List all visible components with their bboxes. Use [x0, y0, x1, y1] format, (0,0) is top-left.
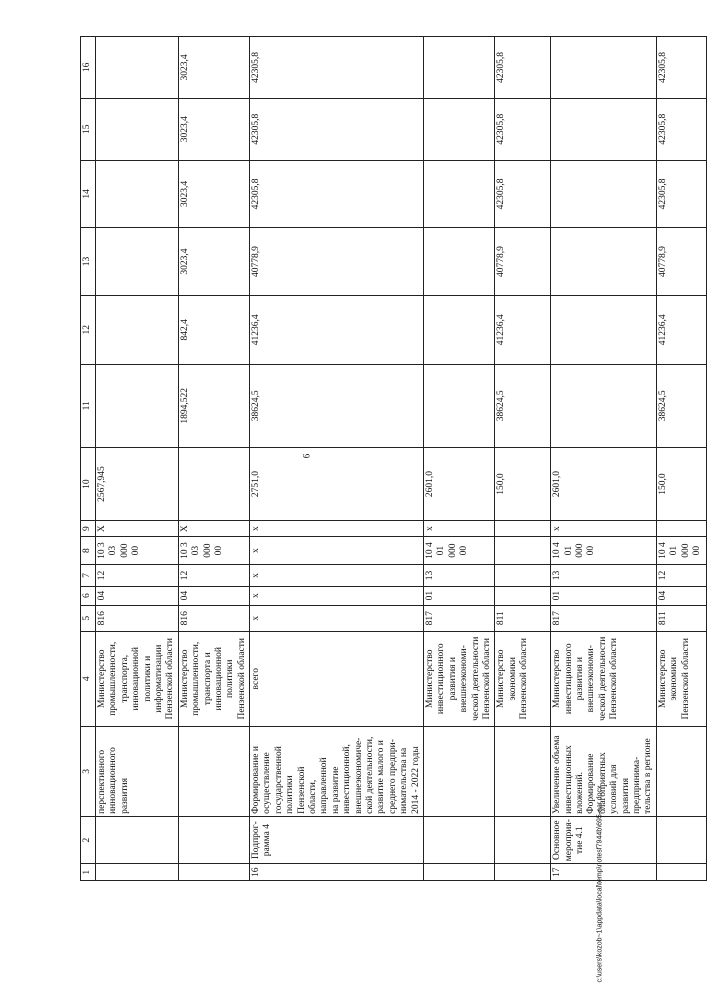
table-cell-col-5: 816	[178, 605, 249, 631]
table-cell-col-10	[178, 447, 249, 521]
column-header-16: 16	[81, 37, 96, 99]
column-header-14: 14	[81, 160, 96, 228]
page-number: 9	[301, 453, 311, 459]
table-cell-col-3	[495, 726, 551, 816]
table-cell-col-12	[96, 295, 179, 364]
table-cell-col-8: 10 3 03 000 00	[96, 536, 179, 564]
table-cell-col-2	[423, 816, 494, 863]
table-cell-col-4: Министерство промышленности, транспорта и инновационной политики Пензенской области	[178, 631, 249, 726]
table-cell-col-14	[551, 160, 657, 228]
table-cell-col-9: X	[96, 521, 179, 536]
table-cell-col-9	[656, 521, 706, 536]
table-cell-col-13	[423, 228, 494, 296]
table-cell-col-15: 42305,8	[656, 98, 706, 160]
table-cell-col-5: 811	[656, 605, 706, 631]
table-cell-col-6: 04	[178, 586, 249, 605]
table-cell-col-16	[551, 37, 657, 99]
table-cell-col-14: 42305,8	[656, 160, 706, 228]
table-cell-col-15: 42305,8	[250, 98, 424, 160]
column-header-6: 6	[81, 586, 96, 605]
table-cell-col-11: 38624,5	[495, 364, 551, 447]
table-cell-col-8: 10 4 01 000 00	[656, 536, 706, 564]
table-cell-col-4: Министерство инвестиционного развития и внешнеэкономи- ческой деятельности Пензенской области	[551, 631, 657, 726]
table-cell-col-14	[423, 160, 494, 228]
column-header-15: 15	[81, 98, 96, 160]
table-cell-col-1	[423, 864, 494, 881]
table-cell-col-2: Основное мероприя- тие 4.1	[551, 816, 657, 863]
column-header-11: 11	[81, 364, 96, 447]
table-cell-col-15: 42305,8	[495, 98, 551, 160]
table-cell-col-4: Министерство промышленности, транспорта, инновационной политики и информатизации Пензенской области	[96, 631, 179, 726]
table-cell-col-11: 38624,5	[656, 364, 706, 447]
table-cell-col-5: 811	[495, 605, 551, 631]
column-header-12: 12	[81, 295, 96, 364]
column-header-9: 9	[81, 521, 96, 536]
table-cell-col-7: 13	[423, 565, 494, 586]
table-row	[495, 37, 551, 881]
table-cell-col-1: 16	[250, 864, 424, 881]
table-cell-col-16	[423, 37, 494, 99]
table-row	[250, 37, 424, 881]
table-cell-col-10: 2601,0	[551, 447, 657, 521]
table-cell-col-8: 10 3 03 000 00	[178, 536, 249, 564]
column-header-3: 3	[81, 726, 96, 816]
table-cell-col-4: Министерство экономики Пензенской области	[656, 631, 706, 726]
table-cell-col-6: 04	[656, 586, 706, 605]
footer-file-path: c:\users\kozob~1\appdata\local\temp\notesf7944b\695-aar.docx	[596, 785, 604, 983]
table-cell-col-2	[178, 816, 249, 863]
column-header-13: 13	[81, 228, 96, 296]
table-cell-col-1: 17	[551, 864, 657, 881]
table-cell-col-6	[495, 586, 551, 605]
table-cell-col-8: 10 4 01 000 00	[423, 536, 494, 564]
table-cell-col-1	[656, 864, 706, 881]
table-cell-col-14: 42305,8	[495, 160, 551, 228]
column-header-2: 2	[81, 816, 96, 863]
table-cell-col-11	[423, 364, 494, 447]
table-cell-col-14: 3023,4	[178, 160, 249, 228]
table-cell-col-7: x	[250, 565, 424, 586]
table-cell-col-6: 01	[551, 586, 657, 605]
column-header-10: 10	[81, 447, 96, 521]
table-cell-col-15	[423, 98, 494, 160]
table-row	[423, 37, 494, 881]
table-cell-col-5: x	[250, 605, 424, 631]
table-cell-col-10: 2601,0	[423, 447, 494, 521]
table-cell-col-8	[495, 536, 551, 564]
table-cell-col-7: 12	[656, 565, 706, 586]
table-cell-col-9: x	[250, 521, 424, 536]
table-cell-col-3	[423, 726, 494, 816]
table-row	[178, 37, 249, 881]
table-cell-col-12	[551, 295, 657, 364]
table-cell-col-2	[656, 816, 706, 863]
table-cell-col-10: 2751,0	[250, 447, 424, 521]
table-cell-col-1	[178, 864, 249, 881]
table-cell-col-16: 42305,8	[250, 37, 424, 99]
table-cell-col-8: 10 4 01 000 00	[551, 536, 657, 564]
table-cell-col-5: 817	[423, 605, 494, 631]
header-row	[81, 37, 96, 881]
table-cell-col-12: 41236,4	[250, 295, 424, 364]
rotated-table-container	[80, 36, 702, 881]
table-cell-col-12: 41236,4	[656, 295, 706, 364]
table-cell-col-2: Подпрог- рамма 4	[250, 816, 424, 863]
table-cell-col-10: 150,0	[656, 447, 706, 521]
table-cell-col-4: Министерство инвестиционного развития и внешнеэкономи- ческой деятельности Пензенской области	[423, 631, 494, 726]
table-cell-col-9: x	[423, 521, 494, 536]
table-cell-col-12: 842,4	[178, 295, 249, 364]
table-cell-col-2	[495, 816, 551, 863]
table-cell-col-7: 12	[96, 565, 179, 586]
table-cell-col-2	[96, 816, 179, 863]
table-cell-col-11	[96, 364, 179, 447]
column-header-1: 1	[81, 864, 96, 881]
table-cell-col-7: 12	[178, 565, 249, 586]
column-header-4: 4	[81, 631, 96, 726]
table-cell-col-6: x	[250, 586, 424, 605]
table-cell-col-11: 1894,522	[178, 364, 249, 447]
table-row	[551, 37, 657, 881]
table-cell-col-15: 3023,4	[178, 98, 249, 160]
table-cell-col-6: 04	[96, 586, 179, 605]
table-cell-col-5: 816	[96, 605, 179, 631]
budget-table	[80, 36, 707, 881]
table-cell-col-16: 3023,4	[178, 37, 249, 99]
table-cell-col-12: 41236,4	[495, 295, 551, 364]
table-body	[81, 37, 707, 881]
table-cell-col-3: перспективного инновационного развития	[96, 726, 179, 816]
table-cell-col-1	[96, 864, 179, 881]
table-cell-col-11: 38624,5	[250, 364, 424, 447]
table-cell-col-4: всего	[250, 631, 424, 726]
table-cell-col-4: Министерство экономики Пензенской области	[495, 631, 551, 726]
table-cell-col-10: 150,0	[495, 447, 551, 521]
table-cell-col-13: 3023,4	[178, 228, 249, 296]
table-row	[656, 37, 706, 881]
table-cell-col-13	[96, 228, 179, 296]
table-cell-col-13: 40778,9	[250, 228, 424, 296]
table-cell-col-8: x	[250, 536, 424, 564]
column-header-7: 7	[81, 565, 96, 586]
table-cell-col-16	[96, 37, 179, 99]
table-cell-col-13	[551, 228, 657, 296]
table-cell-col-3: Формирование и осуществление государственной политики Пензенской области, направленной на развитие инвестиционной, внешнеэкономиче- ской деятельности, развитие малого и среднего предпри- нимательства на 2014 - 2022 годы	[250, 726, 424, 816]
table-cell-col-7	[495, 565, 551, 586]
table-cell-col-9	[495, 521, 551, 536]
table-cell-col-3: Увеличение объема инвестиционных вложений. Формирование благоприятных условий для развития предпринима- тельства в регионе	[551, 726, 657, 816]
table-cell-col-7: 13	[551, 565, 657, 586]
table-cell-col-15	[96, 98, 179, 160]
table-cell-col-14: 42305,8	[250, 160, 424, 228]
column-header-8: 8	[81, 536, 96, 564]
column-header-5: 5	[81, 605, 96, 631]
table-cell-col-5: 817	[551, 605, 657, 631]
table-cell-col-11	[551, 364, 657, 447]
table-cell-col-16: 42305,8	[495, 37, 551, 99]
table-cell-col-15	[551, 98, 657, 160]
table-cell-col-1	[495, 864, 551, 881]
table-cell-col-16: 42305,8	[656, 37, 706, 99]
table-cell-col-10: 2567,945	[96, 447, 179, 521]
table-row	[96, 37, 179, 881]
table-cell-col-9: x	[551, 521, 657, 536]
table-cell-col-6: 01	[423, 586, 494, 605]
table-cell-col-9: X	[178, 521, 249, 536]
table-cell-col-3	[178, 726, 249, 816]
table-cell-col-13: 40778,9	[495, 228, 551, 296]
table-cell-col-3	[656, 726, 706, 816]
table-cell-col-13: 40778,9	[656, 228, 706, 296]
table-cell-col-14	[96, 160, 179, 228]
table-cell-col-12	[423, 295, 494, 364]
